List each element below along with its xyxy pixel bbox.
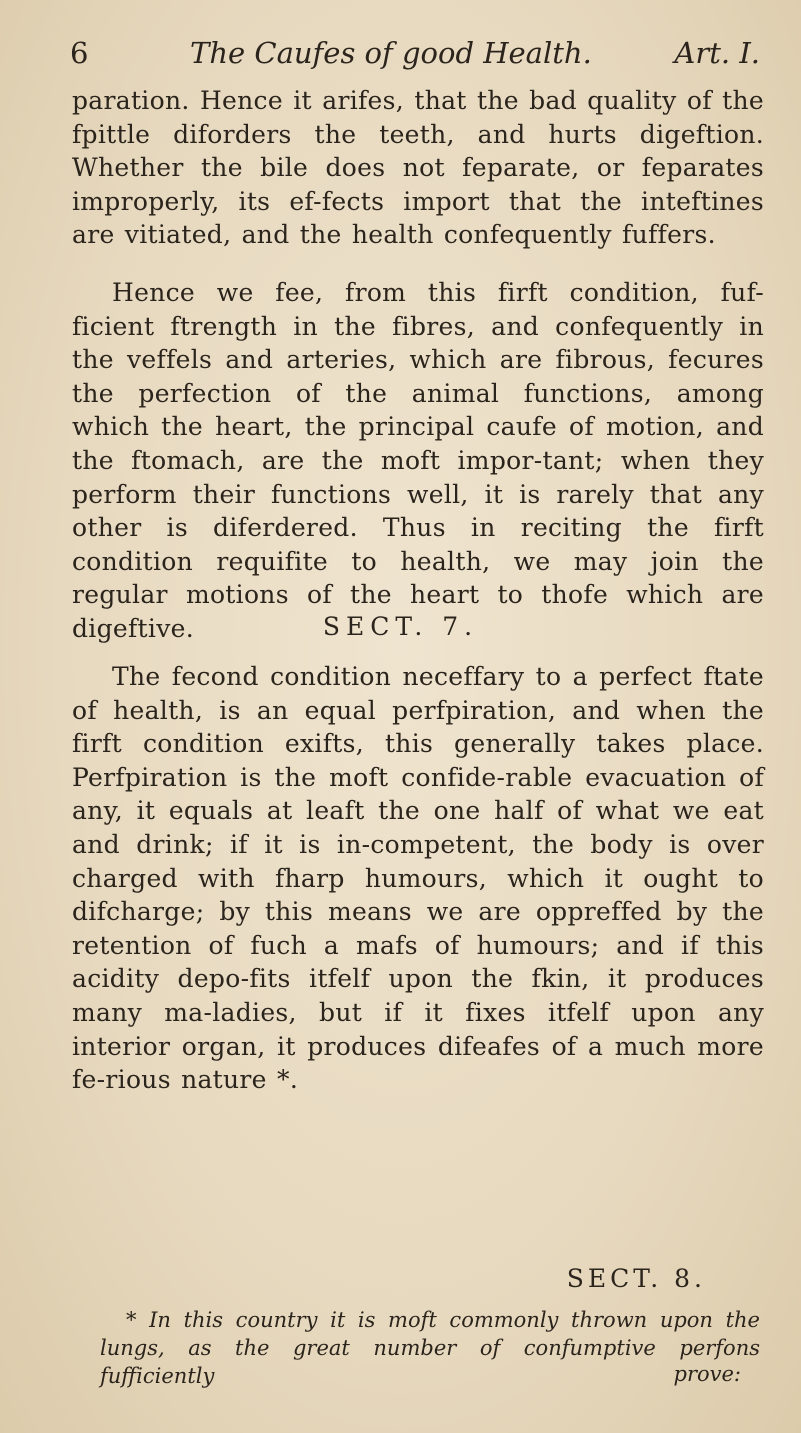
running-header xyxy=(70,36,770,76)
running-title: The Caufes of good Health. xyxy=(190,36,592,70)
footnote: * In this country it is moft commonly thrown upon the lungs, as the great number of confumptive perfons fufficiently xyxy=(100,1308,760,1388)
page-number: 6 xyxy=(70,36,89,70)
paragraph-2: Hence we fee, from this firft condition, fuf-ficient ftrength in the fibres, and confequently in the veffels and arteries, which are fibrous, fecures the perfection of the animal functions, among which the heart, the principal caufe of motion, and the ftomach, are the moft impor-tant; when they perform their functions well, it is rarely that any other is diferdered. Thus in reciting the firft condition requifite to health, we may join the regular motions of the heart to thofe which are digeftive. xyxy=(72,278,764,643)
catchword: prove: xyxy=(673,1362,741,1386)
paragraph-1: paration. Hence it arifes, that the bad quality of the fpittle diforders the teeth, and hurts digeftion. Whether the bile does not feparate, or feparates improperly, its ef-fects import that the inteftines are vitiated, and the health confequently fuffers. xyxy=(72,86,764,250)
paragraph-3: The fecond condition neceffary to a perfect ftate of health, is an equal perfpiration, and when the firft condition exifts, this generally takes place. Perfpiration is the moft confide-rable evacuation of any, it equals at leaft the one half of what we eat and drink; if it is in-competent, the body is over charged with fharp humours, which it ought to difcharge; by this means we are oppreffed by the retention of fuch a mafs of humours; and if this acidity depo-fits itfelf upon the fkin, it produces many ma-ladies, but if it fixes itfelf upon any interior organ, it produces difeafes of a much more fe-rious nature *. xyxy=(72,662,764,1095)
section-heading-8: SECT. 8. xyxy=(566,1264,706,1293)
article-label: Art. I. xyxy=(674,36,760,70)
section-heading-7: SECT. 7. xyxy=(322,612,479,641)
